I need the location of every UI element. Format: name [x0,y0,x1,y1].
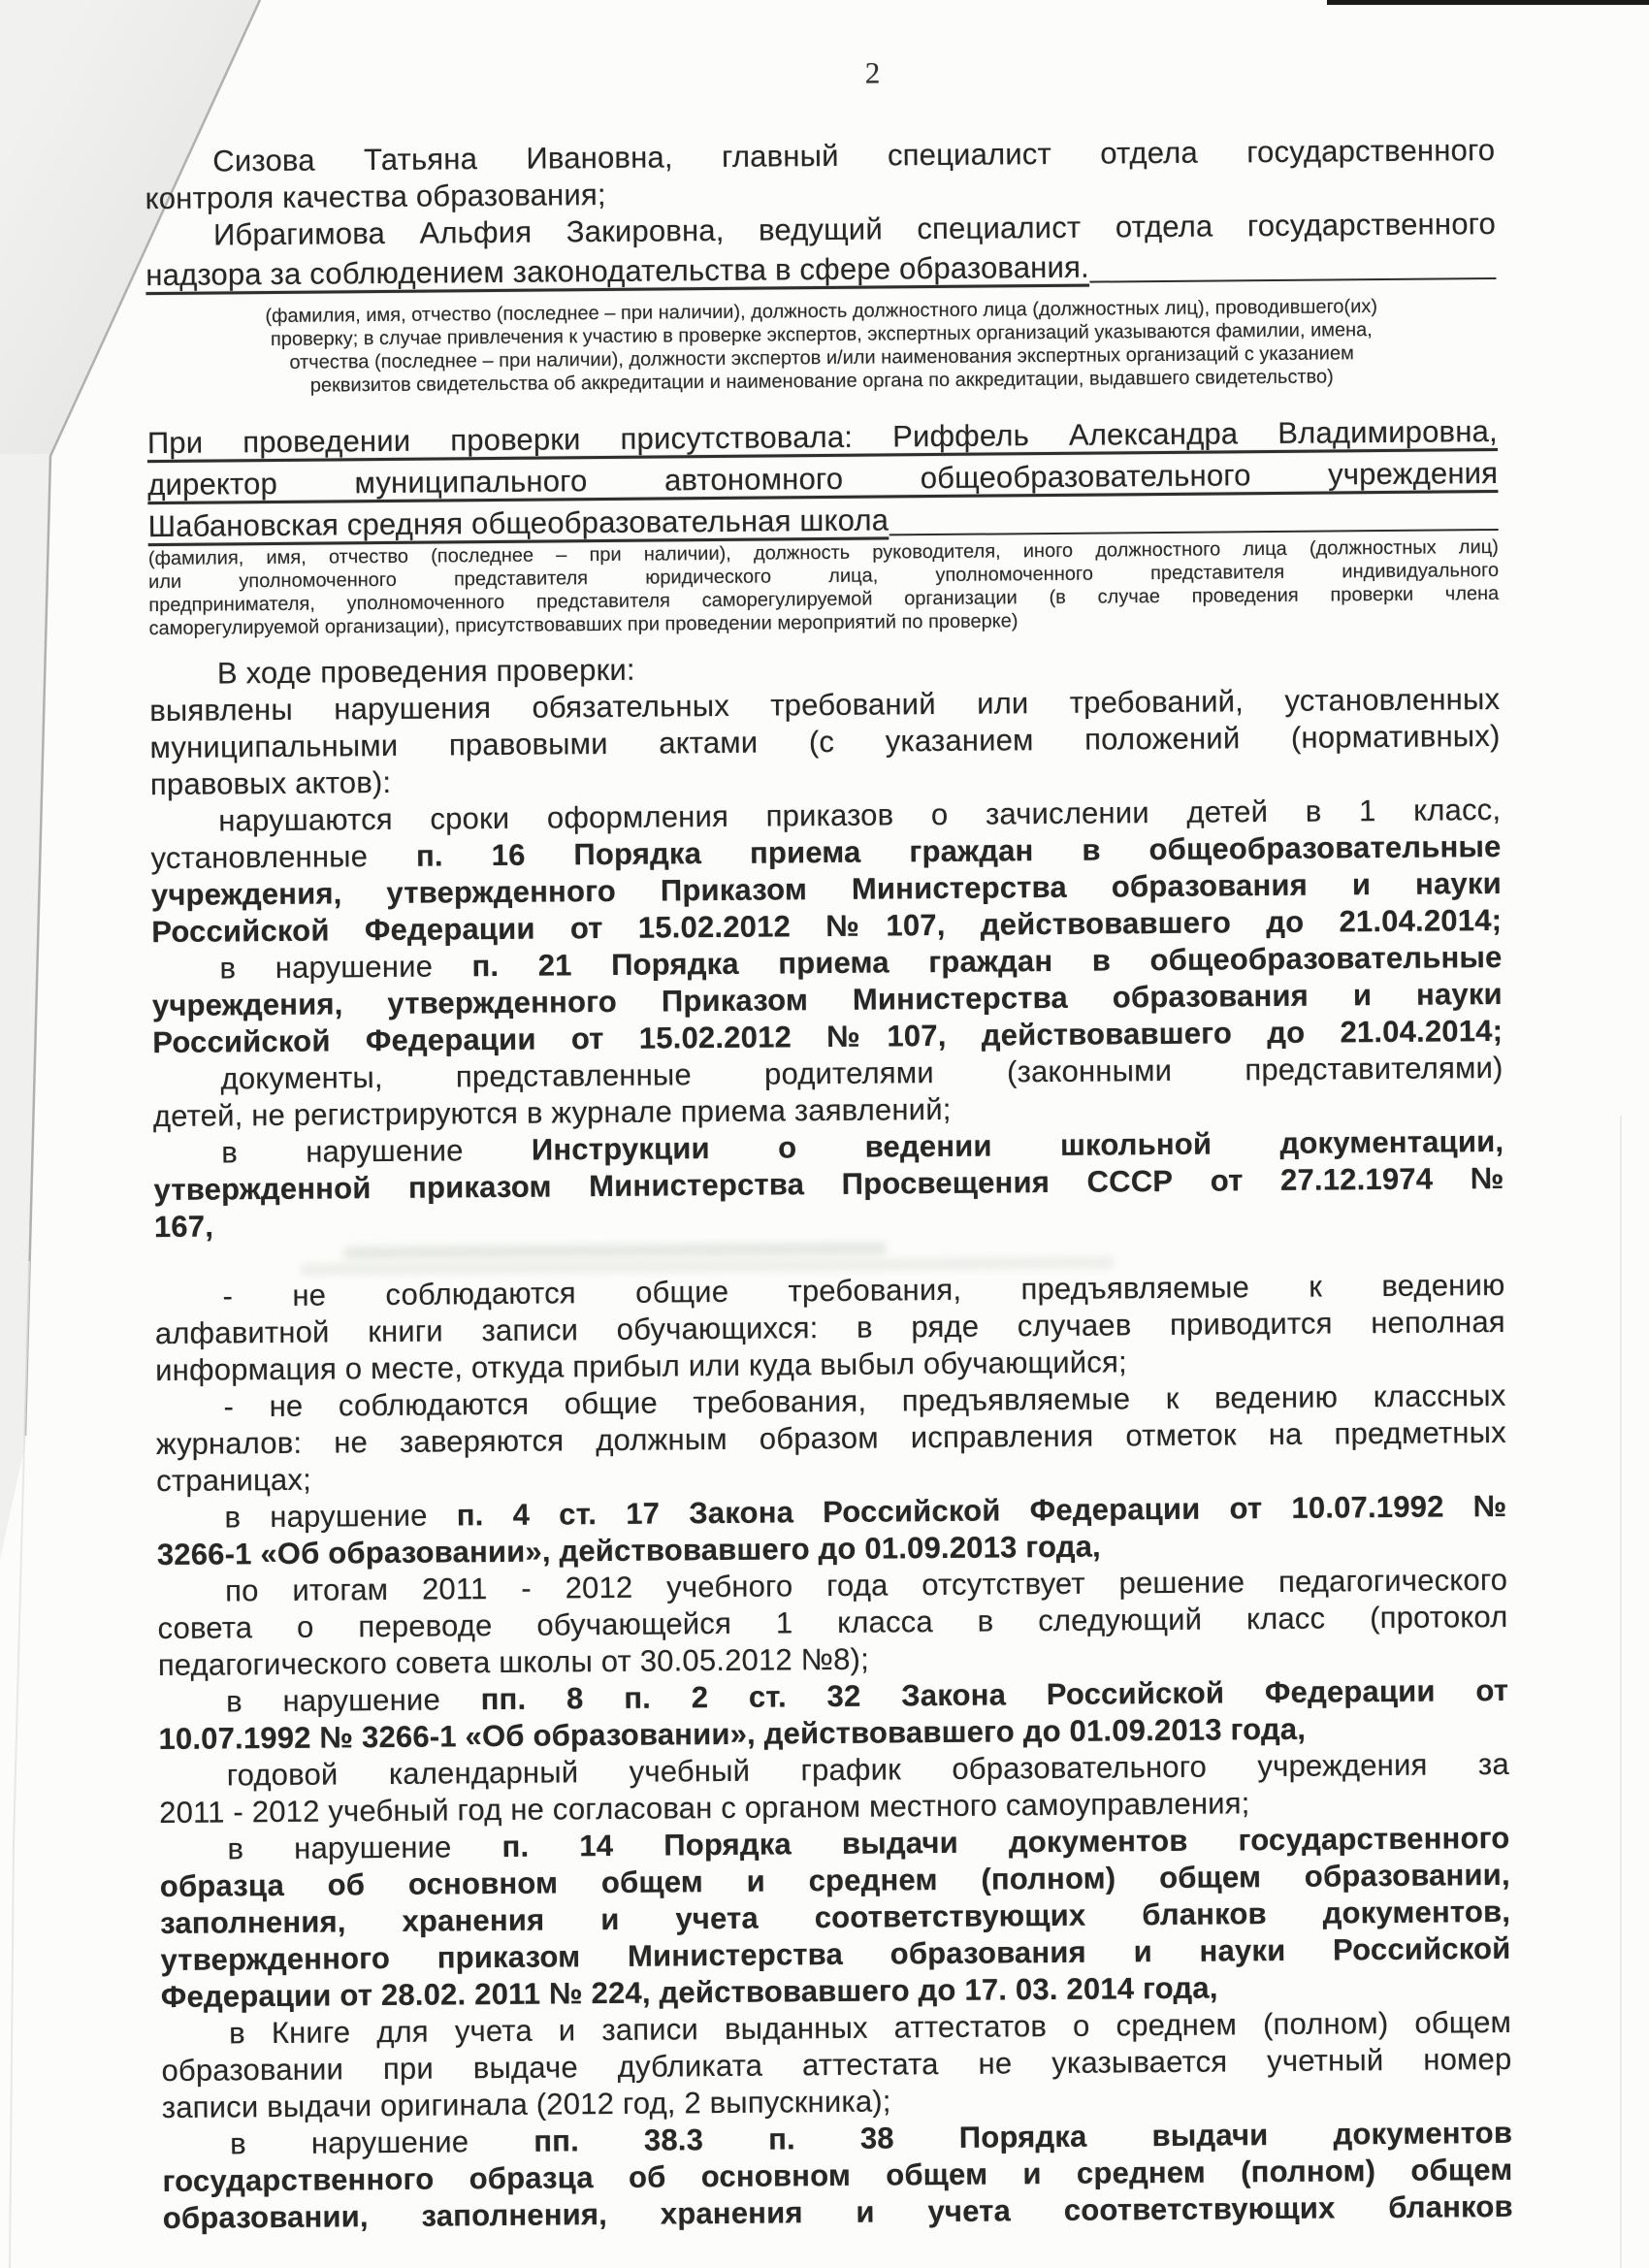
text-segment: реквизитов свидетельства об аккредитации и наименование органа по аккредитации, выдавшего свидетельство) [309,366,1334,397]
text-segment: в нарушение [227,1829,502,1866]
field-text [146,246,1089,296]
text-segment: в нарушение [224,1498,457,1535]
text-segment: Ибрагимова Альфия Закировна, ведущий специалист отдела государственного [212,206,1497,252]
text-segment: утвержденной приказом Министерства Просвещения СССР от 27.12.1974 № [153,1160,1504,1208]
text-segment: (фамилия, имя, отчество (последнее – при наличии), должность должностного лица (должностных лиц), проводившего(их) [265,296,1378,328]
text-segment: п. 14 Порядка выдачи документов государственного [501,1820,1510,1863]
text-segment: надзора за соблюдением законодательства в сфере образования. [146,249,1089,293]
text-segment: п. 21 Порядка приема граждан в общеобразовательные [471,939,1503,984]
text-segment: п. 16 Порядка приема граждан в общеобразовательные [415,828,1502,873]
ruled-underline [1089,277,1496,283]
field-text [147,499,889,547]
text-segment: образовании, заполнения, хранения и учета соответствующих бланков [162,2188,1513,2236]
text-segment: записи выдачи оригинала (2012 год, 2 выпускника); [161,2084,891,2125]
text-segment: годовой календарный учебный график образовательного учреждения за [226,1746,1509,1793]
text-segment: в нарушение [230,2123,534,2161]
text-segment: Сизова Татьяна Ивановна, главный специалист отдела государственного [212,132,1496,178]
text-segment: в Книге для учета и записи выданных аттестатов о среднем (полном) общем [229,2004,1512,2051]
text-segment: 10.07.1992 № 3266-1 «Об образовании», действовавшего до 01.09.2013 года, [158,1711,1307,1757]
text-segment: При проведении проверки присутствовала: Риффель Александра Владимировна, [146,413,1498,461]
text-segment: нарушаются сроки оформления приказов о зачислении детей в 1 класс, [218,792,1502,838]
text-segment: правовых актов): [149,764,392,802]
text-segment: отчества (последнее – при наличии), должности экспертов и/или наименования экспертных организаций с указанием [289,342,1354,373]
text-segment: предпринимателя, уполномоченного представителя саморегулируемой организации (в случае проведения проверки члена [148,582,1500,617]
scanner-top-strip [1327,0,1649,5]
text-segment: образца об основном общем и среднем (полном) общем образовании, [159,1857,1510,1904]
text-segment: страницах; [156,1462,312,1499]
text-segment: - не соблюдаются общие требования, предъявляемые к ведению [222,1267,1505,1313]
text-segment: совета о переводе обучающейся 1 класса в следующий класс (протокол [157,1599,1508,1646]
text-segment: учреждения, утвержденного Приказом Министерства образования и науки [151,976,1504,1023]
text-segment: утвержденного приказом Министерства образования и науки Российской [160,1930,1511,1978]
text-segment: контроля качества образования; [145,177,606,216]
text-segment: - не соблюдаются общие требования, предъявляемые к ведению классных [223,1377,1506,1424]
text-segment: государственного образца об основном общем и среднем (полном) общем [162,2152,1513,2199]
text-segment: пп. 38.3 п. 38 Порядка выдачи документов [534,2115,1513,2158]
right-edge-faint-line [1620,1116,1622,2268]
text-segment: саморегулируемой организации), присутствовавших при проведении мероприятий по проверке) [148,610,1018,640]
text-segment: 167, [153,1209,214,1245]
text-segment: детей, не регистрируются в журнале приема заявлений; [152,1091,952,1134]
text-segment: учреждения, утвержденного Приказом Министерства образования и науки [150,865,1503,913]
text-segment: педагогического совета школы от 30.05.2012 №8); [157,1641,870,1683]
text-segment: информация о месте, откуда прибыл или куда выбыл обучающийся; [155,1345,1127,1388]
document-body [145,132,1513,2237]
text-segment: Федерации от 28.02. 2011 № 224, действовавшего до 17. 03. 2014 года, [160,1970,1218,2015]
text-segment: Российской Федерации от 15.02.2012 №107, действовавшего до 21.04.2014; [152,1013,1504,1060]
text-segment: пп. 8 п. 2 ст. 32 Закона Российской Федерации от [480,1672,1509,1717]
text-segment: 2011 - 2012 учебный год не согласован с органом местного самоуправления; [159,1786,1250,1831]
page-number: 2 [864,55,881,90]
text-segment: проверку; в случае привлечения к участию в проверке экспертов, экспертных организаций указываются фамилии, имена, [270,319,1373,350]
text-segment: или уполномоченного представителя юридического лица, уполномоченного представителя индивидуального [148,559,1500,594]
text-segment: в нарушение [219,949,472,986]
text-segment: по итогам 2011 - 2012 учебного года отсутствует решение педагогического [225,1562,1508,1608]
text-segment: в нарушение [221,1132,533,1170]
document-content [144,50,1513,2237]
text-segment: установленные [150,838,417,876]
text-segment: образовании при выдаче дубликата аттестата не указывается учетный номер [161,2041,1512,2089]
text-segment: заполнения, хранения и учета соответствующих бланков документов, [160,1894,1511,1941]
text-segment: Российской Федерации от 15.02.2012 №107, действовавшего до 21.04.2014; [151,902,1503,950]
text-segment: журналов: не заверяются должным образом исправления отметок на предметных [155,1414,1506,1462]
text-segment: алфавитной книги записи обучающихся: в ряде случаев приводится неполная [154,1304,1505,1351]
text-segment: Инструкции о ведении школьной документации, [531,1123,1504,1167]
text-segment: директор муниципального автономного общеобразовательного учреждения [147,455,1499,502]
ruled-underline [889,529,1498,535]
text-segment: В ходе проведения проверки: [216,652,635,691]
text-segment: Шабановская средняя общеобразовательная школа [147,502,889,544]
text-segment: 3266-1 «Об образовании», действовавшего до 01.09.2013 года, [156,1529,1102,1572]
text-segment: в нарушение [226,1682,481,1719]
text-segment: документы, представленные родителями (законными представителями) [220,1050,1504,1096]
text-segment: п. 4 ст. 17 Закона Российской Федерации от 10.07.1992 № [456,1488,1507,1533]
text-segment: (фамилия, имя, отчество (последнее – при наличии), должность руководителя, иного должностного лица (должностных лиц) [147,535,1499,570]
text-segment: муниципальными правовыми актами (с указанием положений (нормативных) [149,718,1501,765]
text-segment: выявлены нарушения обязательных требований или требований, установленных [149,681,1501,729]
